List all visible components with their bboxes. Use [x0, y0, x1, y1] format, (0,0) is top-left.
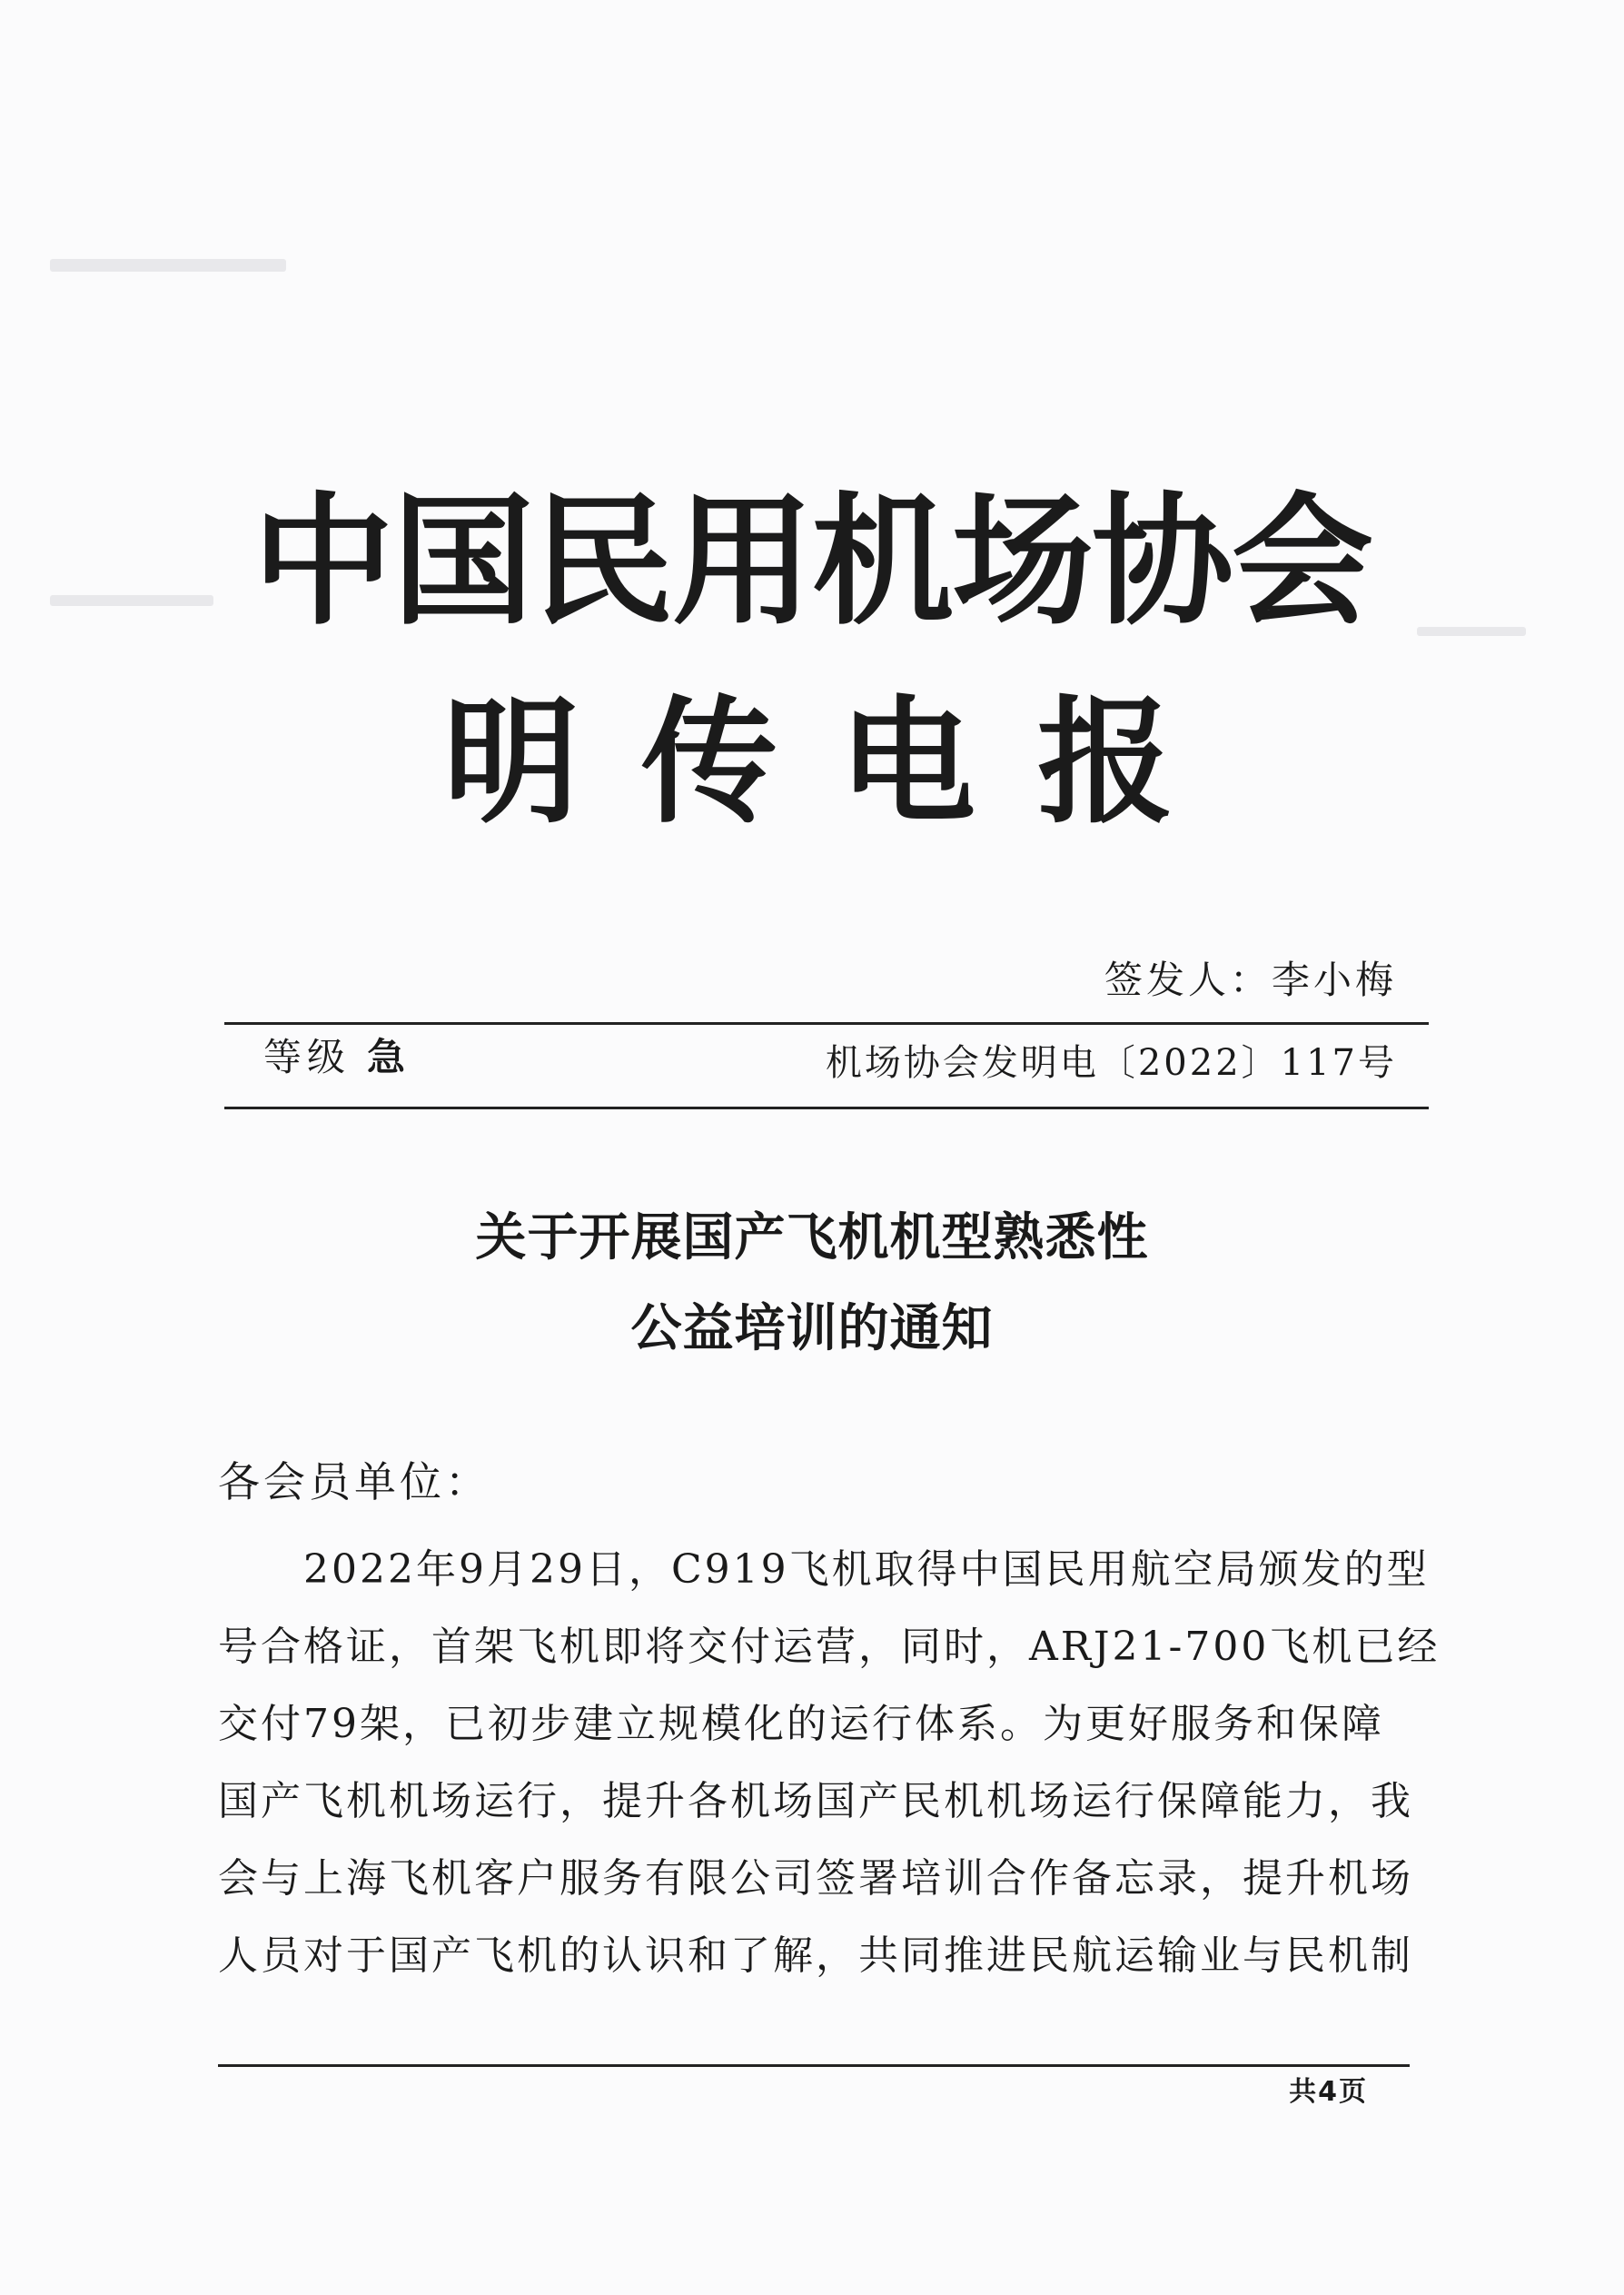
body-line: 国产飞机机场运行，提升各机场国产民机机场运行保障能力，我: [218, 1778, 1413, 1824]
body-text: [218, 1531, 1441, 1994]
body-line: 号合格证，首架飞机即将交付运营，同时，ARJ21-700飞机已经: [218, 1624, 1441, 1670]
document-number: 机场协会发明电〔2022〕117号: [825, 1042, 1397, 1084]
body-line: 会与上海飞机客户服务有限公司签署培训合作备忘录，提升机场: [218, 1855, 1413, 1902]
grade-label: 等级: [263, 1035, 352, 1079]
doc-type-title: 明传电报: [442, 684, 1235, 842]
issuer-name: 李小梅: [1271, 958, 1397, 1002]
org-title: 中国民用机场协会: [253, 479, 1371, 644]
scan-smudge: [50, 259, 286, 272]
page-count: 共4页: [1289, 2076, 1368, 2108]
urgency-grade: [263, 1035, 411, 1079]
body-line: 交付79架，已初步建立规模化的运行体系。为更好服务和保障: [218, 1701, 1384, 1747]
body-line: 人员对于国产飞机的认识和了解，共同推进民航运输业与民机制: [218, 1932, 1413, 1979]
footer-rule: [218, 2064, 1410, 2067]
header-rule-top: [224, 1022, 1429, 1025]
grade-value: 急: [367, 1035, 411, 1079]
subject-line-1: 关于开展国产飞机机型熟悉性: [475, 1208, 1149, 1267]
body-line: 2022年9月29日，C919飞机取得中国民用航空局颁发的型: [218, 1546, 1430, 1593]
header-rule-bottom: [224, 1107, 1429, 1109]
salutation: 各会员单位：: [218, 1457, 490, 1506]
subject-line-2: 公益培训的通知: [630, 1299, 994, 1358]
issuer: [1104, 958, 1397, 1002]
issuer-label: 签发人：: [1104, 958, 1272, 1002]
